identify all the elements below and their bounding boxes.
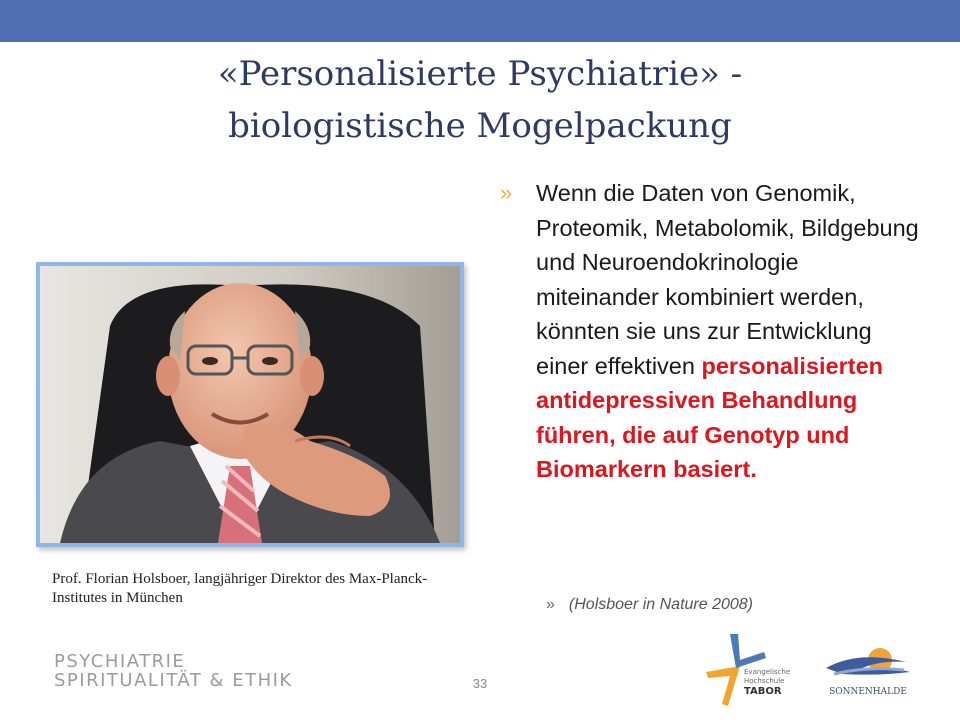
slide-title (100, 48, 860, 152)
slide-number: 33 (472, 676, 488, 691)
bullet-highlight-text: personalisierten antidepressiven Behandlung führen, die auf Genotyp und Biomarkern basiert. (536, 352, 884, 482)
slide-title-line1: «Personalisierte Psychiatrie» - (217, 54, 743, 94)
tabor-line3: TABOR (744, 686, 782, 697)
footer-brand-line1: PSYCHIATRIE (54, 651, 186, 672)
portrait-illustration (40, 266, 460, 543)
bullet-text: Wenn die Daten von Genomik, Proteomik, Metabolomik, Bildgebung und Neuroendokrinologie miteinander kombiniert werden, könnten sie uns zur Entwicklung einer effektiven (536, 180, 919, 379)
top-bar (0, 0, 960, 42)
bullet-marker: » (500, 180, 513, 205)
sonnenhalde-name: SONNENHALDE (829, 687, 907, 697)
citation-marker: » (546, 596, 555, 613)
tabor-line2: Hochschule (744, 677, 785, 685)
citation-text: (Holsboer in Nature 2008) (568, 596, 753, 613)
sonnenhalde-logo-icon (818, 640, 918, 700)
footer-brand (54, 652, 293, 690)
portrait-photo (36, 262, 464, 547)
slide-title-line2: biologistische Mogelpackung (228, 106, 732, 146)
photo-caption: Prof. Florian Holsboer, langjähriger Direktor des Max-Planck-Institutes in München (52, 571, 428, 606)
tabor-logo-icon (700, 630, 800, 710)
tabor-logo (700, 630, 800, 710)
tabor-line1: Evangelische (744, 668, 791, 676)
footer-brand-line2: SPIRITUALITÄT & ETHIK (54, 670, 293, 691)
sonnenhalde-logo (818, 640, 918, 700)
citation (546, 594, 906, 616)
main-bullet (500, 176, 920, 487)
bullet-item (500, 176, 920, 487)
